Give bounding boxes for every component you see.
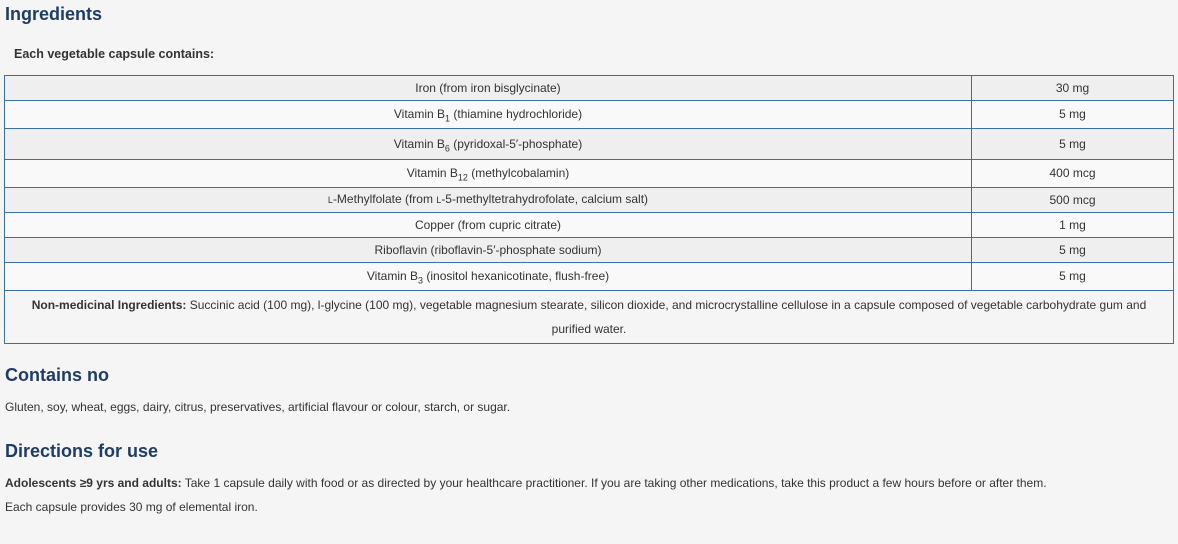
table-row [5, 101, 1174, 129]
elemental-iron-note: Each capsule provides 30 mg of elemental iron. [5, 500, 258, 514]
ingredient-name: Vitamin $B_6$ (pyridoxal-5′-phosphate) [5, 129, 972, 160]
capsule-contents-subheading: Each vegetable capsule contains: [14, 47, 215, 61]
ingredient-amount: 400 mcg [972, 160, 1174, 188]
ingredient-amount: 5 mg [972, 129, 1174, 160]
ingredient-name: Riboflavin (riboflavin-5′-phosphate sodium) [5, 238, 972, 263]
table-row [5, 129, 1174, 160]
ingredient-amount: 5 mg [972, 238, 1174, 263]
contains-no-heading: Contains no [5, 365, 109, 385]
table-row [5, 213, 1174, 238]
table-row [5, 188, 1174, 213]
ingredient-name: Vitamin $B_1$ (thiamine hydrochloride) [5, 101, 972, 129]
ingredients-heading: Ingredients [5, 4, 103, 24]
ingredient-name: Copper (from cupric citrate) [5, 213, 972, 238]
directions-instructions: Take 1 capsule daily with food or as directed by your healthcare practitioner. If you are taking other medications, take this product a few hours before or after them. [181, 476, 1047, 490]
ingredient-amount: 1 mg [972, 213, 1174, 238]
nonmedicinal-label: Non-medicinal Ingredients: [31, 298, 187, 312]
directions-label: Adolescents ≥9 yrs and adults: [5, 476, 182, 490]
table-row [5, 160, 1174, 188]
ingredient-name: Vitamin $B_{12}$ (methylcobalamin) [5, 160, 972, 188]
ingredient-amount: 5 mg [972, 263, 1174, 291]
directions-text [5, 475, 1047, 491]
table-row [5, 291, 1174, 344]
nonmedicinal-text: Succinic acid (100 mg), l-glycine (100 mg), vegetable magnesium stearate, silicon dioxide, and microcrystalline cellulose in a capsule composed of vegetable carbohydrate gum and purified water. [186, 298, 1147, 336]
ingredient-name: Iron (from iron bisglycinate) [5, 76, 972, 101]
contains-no-text: Gluten, soy, wheat, eggs, dairy, citrus, preservatives, artificial flavour or colour, starch, or sugar. [5, 400, 511, 414]
table-row [5, 76, 1174, 101]
nonmedicinal-ingredients [5, 291, 1174, 344]
directions-heading: Directions for use [5, 441, 159, 461]
table-row [5, 263, 1174, 291]
ingredient-amount: 30 mg [972, 76, 1174, 101]
ingredient-name: L-Methylfolate (from L-5-methyltetrahydrofolate, calcium salt) [5, 188, 972, 213]
ingredient-amount: 5 mg [972, 101, 1174, 129]
ingredient-amount: 500 mcg [972, 188, 1174, 213]
ingredient-name: Vitamin $B_3$ (inositol hexanicotinate, flush-free) [5, 263, 972, 291]
ingredients-table [4, 75, 1174, 344]
table-row [5, 238, 1174, 263]
